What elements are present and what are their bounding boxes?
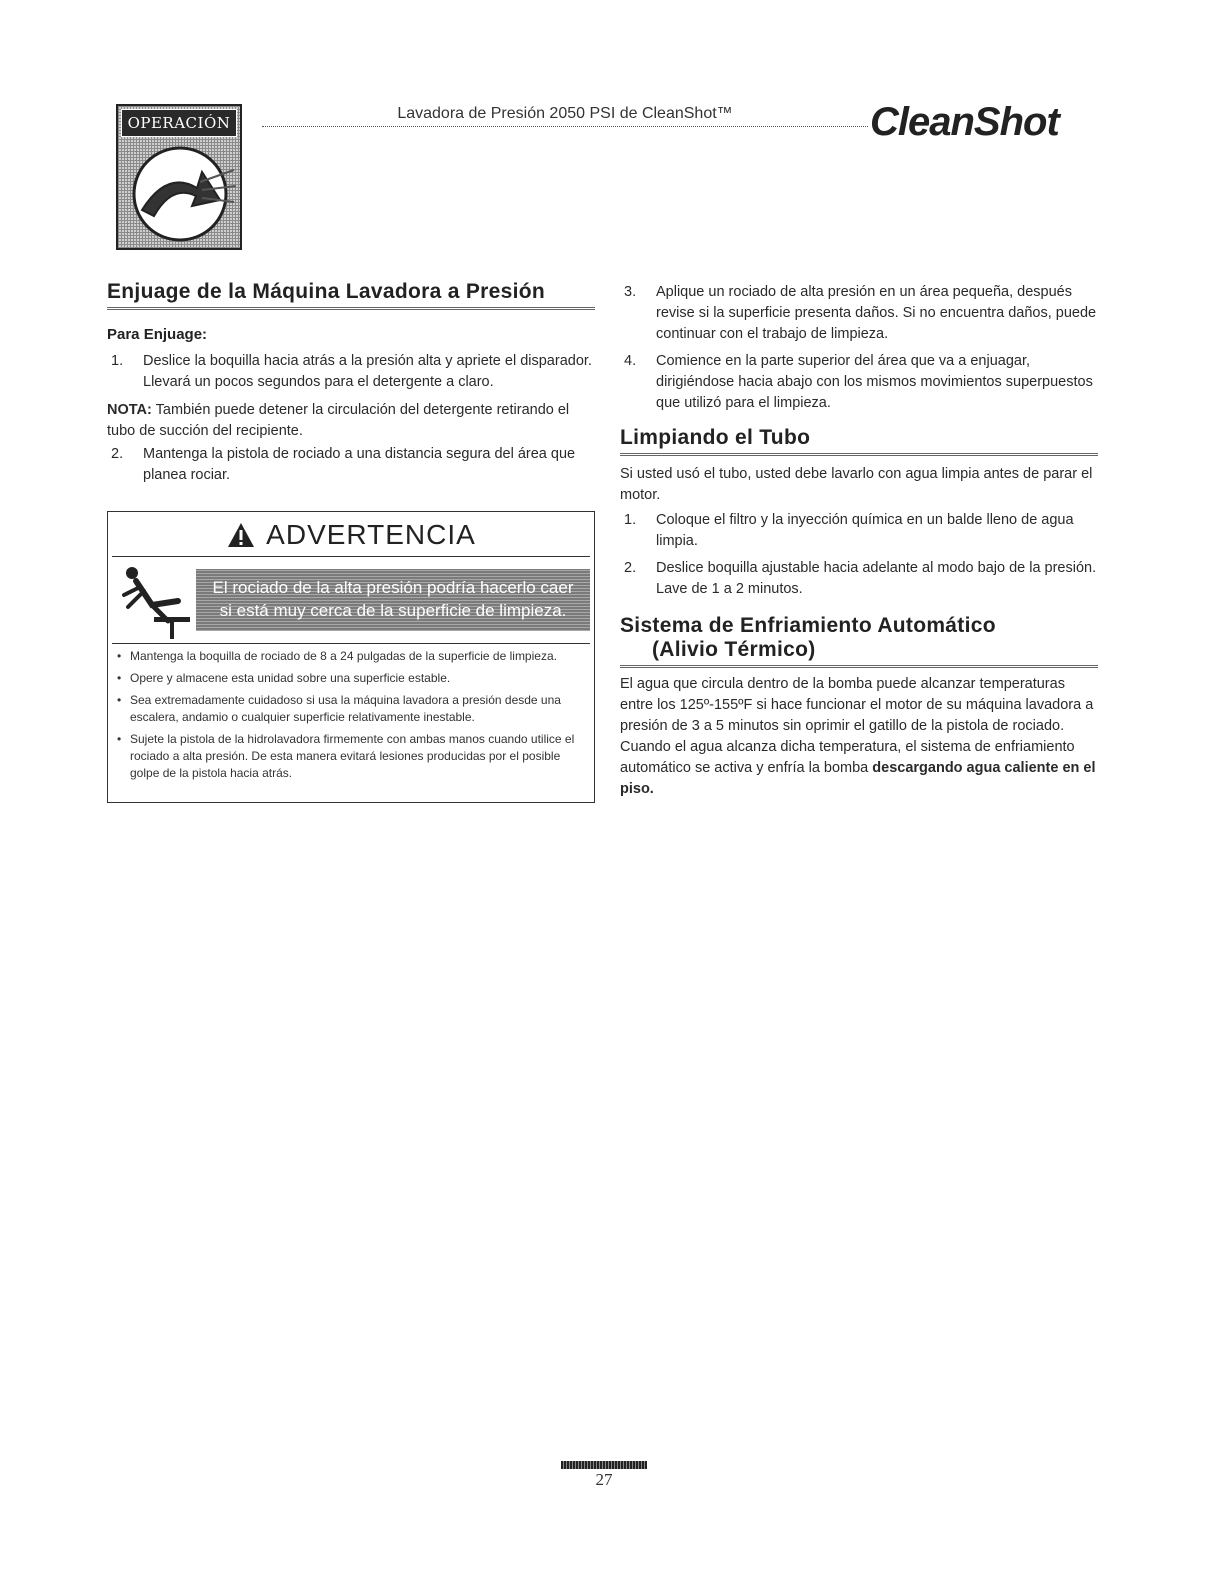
- right-column: [620, 282, 1098, 800]
- note-paragraph: NOTA: También puede detener la circulación del detergente retirando el tubo de succión del recipiente.: [107, 402, 570, 439]
- tube-heading: Limpiando el Tubo: [620, 426, 1098, 456]
- warning-bullets: [116, 648, 586, 787]
- list-item: 4. Comience en la parte superior del área que va a enjuagar, dirigiéndose hacia abajo con los mismos movimientos superpuestos que utilizó para el limpieza.: [624, 353, 1093, 411]
- footer-bar: [561, 1461, 647, 1469]
- list-item: 2. Mantenga la pistola de rociado a una distancia segura del área que planea rociar.: [111, 446, 576, 483]
- note-label: NOTA:: [107, 402, 152, 418]
- rinse-heading: Enjuage de la Máquina Lavadora a Presión: [107, 280, 595, 310]
- list-item: 1. Coloque el filtro y la inyección química en un balde lleno de agua limpia.: [624, 512, 1074, 549]
- brand-logo: CleanShot: [870, 100, 1059, 144]
- document-title: Lavadora de Presión 2050 PSI de CleanShot™: [262, 104, 868, 127]
- warning-title: ADVERTENCIA: [108, 518, 594, 552]
- cooling-heading-line2: (Alivio Térmico): [620, 638, 1098, 668]
- warning-box: [107, 511, 595, 803]
- warning-triangle-icon: [226, 521, 256, 549]
- warning-band: [112, 556, 590, 644]
- falling-person-icon: [118, 561, 192, 639]
- section-label: OPERACIÓN: [121, 109, 237, 137]
- cooling-paragraph: El agua que circula dentro de la bomba puede alcanzar temperaturas entre los 125º-155ºF si hace funcionar el motor de su máquina lavadora a presión de 3 a 5 minutos sin oprimir el gatillo de la pistola de rociado. Cuando el agua alcanza dicha temperatura, el sistema de enfriamiento automático se activa y enfría la bomba descargando agua caliente en el piso.: [620, 676, 1096, 797]
- cooling-heading-line1: Sistema de Enfriamiento Automático: [620, 614, 996, 637]
- list-item: • Sujete la pistola de la hidrolavadora firmemente con ambas manos cuando utilice el rociado a alta presión. De esta manera evitará lesiones producidas por el posible golpe de la pistola hacia atrás.: [116, 731, 586, 782]
- list-item: 2. Deslice boquilla ajustable hacia adelante al modo bajo de la presión. Lave de 1 a 2 minutos.: [624, 560, 1097, 597]
- tube-intro: Si usted usó el tubo, usted debe lavarlo con agua limpia antes de parar el motor.: [620, 466, 1093, 503]
- list-item: • Sea extremadamente cuidadoso si usa la máquina lavadora a presión desde una escalera, andamio o cualquier superficie relativamente inestable.: [116, 692, 586, 726]
- warning-message: El rociado de la alta presión podría hacerlo caer si está muy cerca de la superficie de limpieza.: [196, 569, 590, 631]
- list-item: 3. Aplique un rociado de alta presión en un área pequeña, después revise si la superficie presenta daños. Si no encuentra daños, puede continuar con el trabajo de limpieza.: [624, 284, 1097, 342]
- list-item: 1. Deslice la boquilla hacia atrás a la presión alta y apriete el disparador. Llevará un pocos segundos para el detergente a claro.: [111, 353, 592, 390]
- page-number: 27: [595, 1470, 613, 1489]
- spray-operation-icon: [122, 140, 238, 246]
- list-item: • Mantenga la boquilla de rociado de 8 a 24 pulgadas de la superficie de limpieza.: [116, 648, 586, 665]
- cooling-emphasis: descargando agua caliente en el piso.: [620, 760, 1096, 797]
- list-item: • Opere y almacene esta unidad sobre una superficie estable.: [116, 670, 586, 687]
- rinse-subheading: Para Enjuage:: [107, 326, 208, 343]
- operation-section-badge: [116, 104, 242, 250]
- left-column: [107, 280, 595, 486]
